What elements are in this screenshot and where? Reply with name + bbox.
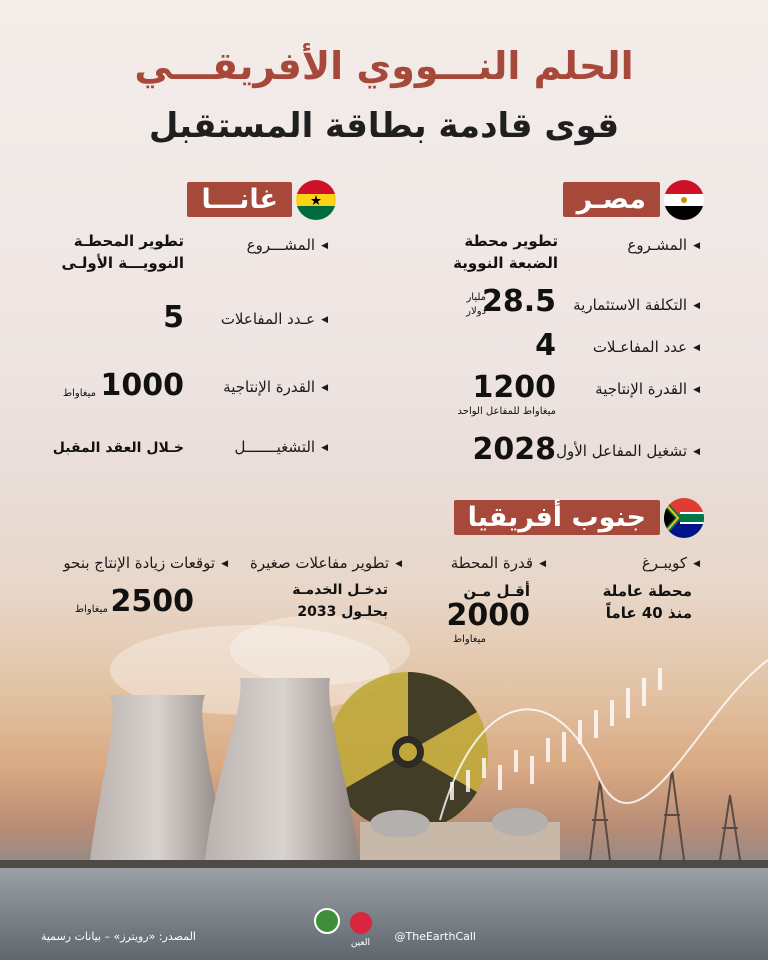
sa-station-label: ◀ قدرة المحطة xyxy=(451,554,546,572)
egypt-capacity-value: 1200 xyxy=(472,370,556,405)
ghana-reactors-value: 5 xyxy=(163,300,184,335)
sa-station-value: أقـل مـن xyxy=(463,582,530,600)
sa-smr-value: بحلـول 2033 xyxy=(297,604,388,620)
sa-smr-value: تدخـل الخدمـة xyxy=(292,582,388,598)
sa-expect-unit: ميغاواط xyxy=(74,604,108,615)
source-text: المصدر: «رويترز» – بيانات رسمية xyxy=(40,930,196,943)
sa-koeberg-value: منذ 40 عاماً xyxy=(605,604,692,622)
reactor-dome xyxy=(492,808,548,836)
egypt-project-label: ◀ المشـروع xyxy=(627,236,700,254)
south-africa-flag-icon xyxy=(664,498,704,538)
ghana-reactors-label: ◀ عـدد المفاعلات xyxy=(221,310,328,328)
ghana-capacity-value: 1000 xyxy=(100,368,184,403)
ghana-heading: غانـــا xyxy=(187,182,292,217)
sa-koeberg-label: ◀ كويبـرغ xyxy=(642,554,700,572)
egypt-cost-label: ◀ التكلفة الاستثمارية xyxy=(573,296,700,314)
egypt-heading: مصـر xyxy=(563,182,660,217)
sa-station-unit: ميغاواط xyxy=(452,634,486,645)
egypt-project-value: تطوير محطة xyxy=(464,232,558,250)
page-title: الحلم النـــووي الأفريقـــي xyxy=(134,44,634,88)
sine-line xyxy=(440,660,768,820)
ghana-operation-label: ◀ التشغيـــــــل xyxy=(235,438,328,456)
ghana-operation-value: خـلال العقد المقبل xyxy=(52,440,184,456)
ghana-project-value: النوويـــة الأولـى xyxy=(61,254,184,272)
south-africa-heading: جنوب أفريقيا xyxy=(454,500,660,535)
earth-call-logo-icon xyxy=(314,908,340,934)
egypt-flag-icon xyxy=(664,180,704,220)
ghana-flag-icon xyxy=(296,180,336,220)
steam-cloud xyxy=(230,615,410,685)
egypt-cost-value: 28.5 xyxy=(481,284,556,319)
water xyxy=(0,868,768,960)
egypt-cost-unit: دولار xyxy=(466,306,486,317)
egypt-capacity-unit: ميغاواط للمفاعل الواحد xyxy=(457,406,556,417)
ghana-capacity-label: ◀ القدرة الإنتاجية xyxy=(223,378,328,396)
sa-koeberg-value: محطة عاملة xyxy=(602,582,692,600)
power-pylons xyxy=(590,770,740,860)
al-ain-logo-icon xyxy=(350,912,372,934)
sa-smr-label: ◀ تطوير مفاعلات صغيرة xyxy=(250,554,402,572)
page-subtitle: قوى قادمة بطاقة المستقبل xyxy=(148,106,620,146)
egypt-reactors-label: ◀ عدد المفاعـلات xyxy=(593,338,700,356)
egypt-operation-value: 2028 xyxy=(472,432,556,467)
egypt-capacity-label: ◀ القدرة الإنتاجية xyxy=(595,380,700,398)
egypt-operation-label: ◀ تشغيل المفاعل الأول xyxy=(556,442,700,460)
egypt-cost-unit: مليار xyxy=(466,292,486,303)
sa-expect-label: ◀ توقعات زيادة الإنتاج بنحو xyxy=(63,554,228,572)
logo-text: العين xyxy=(350,938,370,948)
egypt-reactors-value: 4 xyxy=(535,328,556,363)
ghana-project-value: تطوير المحطـة xyxy=(73,232,184,250)
sa-station-number: 2000 xyxy=(446,598,530,633)
shoreline xyxy=(0,860,768,868)
sa-expect-value: 2500 xyxy=(110,584,194,619)
handle-text: @TheEarthCall xyxy=(394,930,476,943)
ghana-project-label: ◀ المشـــروع xyxy=(247,236,328,254)
radiation-symbol-icon xyxy=(328,672,488,832)
reactor-dome xyxy=(370,810,430,838)
egypt-project-value: الضبعة النووية xyxy=(453,254,558,272)
ghana-capacity-unit: ميغاواط xyxy=(62,388,96,399)
cooling-tower xyxy=(90,695,225,860)
